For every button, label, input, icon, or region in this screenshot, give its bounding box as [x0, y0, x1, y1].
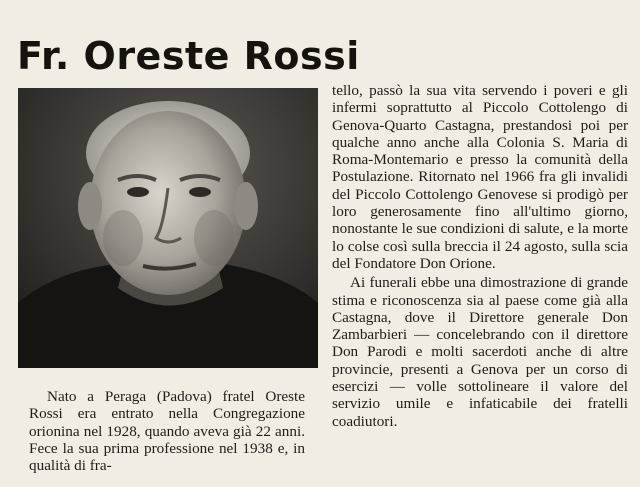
portrait-photo — [18, 88, 318, 368]
paragraph-right-1: tello, passò la sua vita servendo i poveri e gli infermi soprattutto al Piccolo Cottolengo di Genova-Quarto Castagna, prestandosi poi per qualche anno anche alla Colonia S. Maria di Roma-Montemario e presso la comunità della Postulazione. Ritornato nel 1966 fra gli invalidi del Piccolo Cottolengo Genovese si prodigò per loro generosamente fino all'ultimo giorno, nonostante le sue condizioni di salute, e la morte lo colse così sulla breccia il 24 agosto, sulla scia del Fondatore Don Orione. — [332, 82, 628, 272]
article-column-right — [332, 82, 628, 430]
paragraph-right-2: Ai funerali ebbe una dimostrazione di grande stima e riconoscenza sia al paese come già alla Castagna, dove il Direttore generale Don Zambarbieri — concelebrando con il direttore Don Parodi e molti sacerdoti anche di altre provincie, presenti a Genova per un corso di esercizi — volle sottolineare il valore del servizio umile e infaticabile dei fratelli coadiutori. — [332, 274, 628, 430]
page-title: Fr. Oreste Rossi — [17, 34, 360, 79]
portrait-photo-icon — [18, 88, 318, 368]
paragraph-left: Nato a Peraga (Padova) fratel Oreste Rossi era entrato nella Congregazione orionina nel 1928, quando aveva già 22 anni. Fece la sua prima professione nel 1938 e, in qualità di fra- — [29, 388, 305, 475]
article-column-left — [29, 388, 305, 474]
